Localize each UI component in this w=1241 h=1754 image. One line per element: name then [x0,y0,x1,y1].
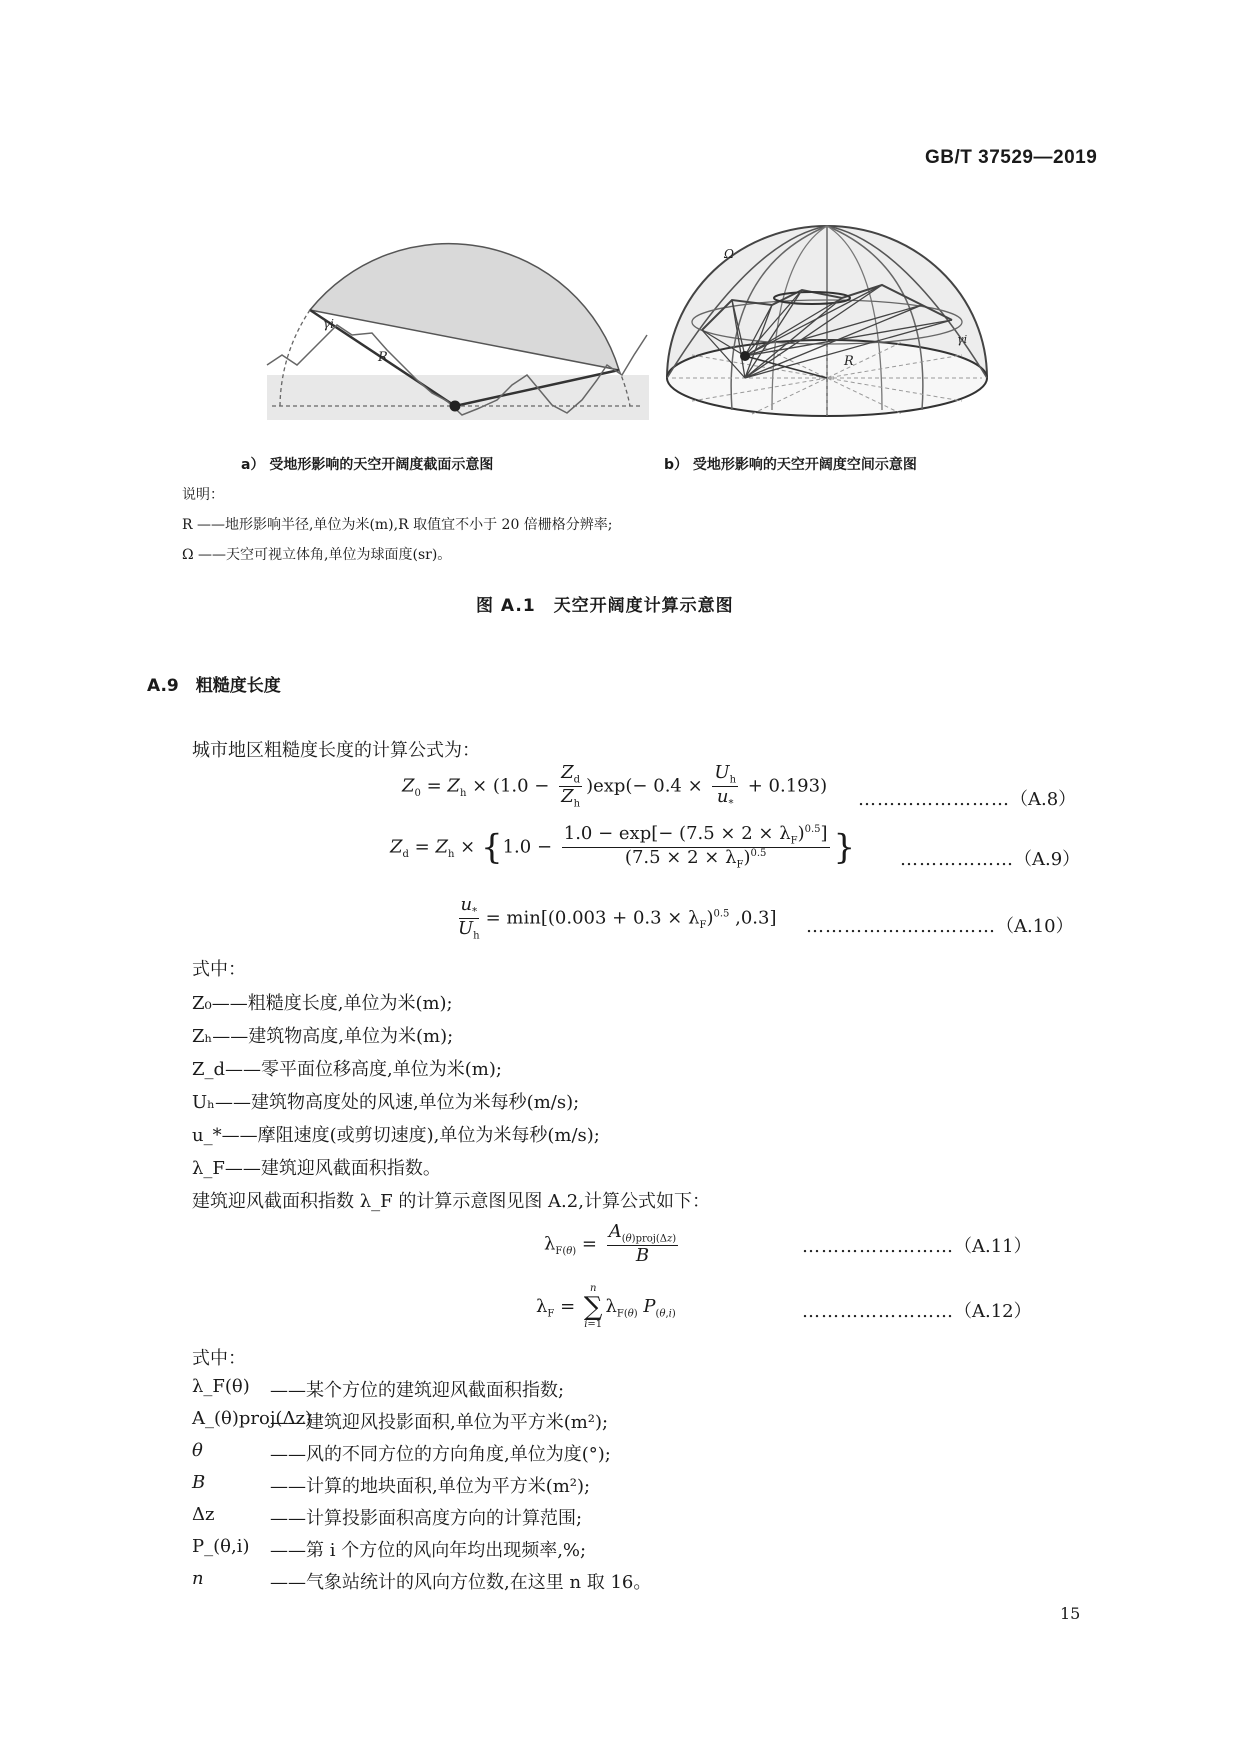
visible-sky-sector [310,244,619,370]
where2-sym-theta: θ [192,1440,203,1461]
radius-label: R [378,350,388,365]
formula-a8: $Z_0 = Z_h \times (1.0$ − $\frac{Z_d}{Z_h}$ )exp(− 0.4 × $\frac{U_h}{u_*}$ + 0.193) [402,762,828,810]
where2-desc-b: ——计算的地块面积,单位为平方米(m²); [270,1476,591,1497]
radius-label-b: R [844,354,854,369]
gamma-label-b: γi [957,333,968,346]
where2-desc-theta: ——风的不同方位的方向角度,单位为度(°); [270,1444,611,1465]
frac-a9: $\frac{1.0 - \exp[- (7.5 \times 2 \times \lambda_F)^{0.5}]}{(7.5 \times 2 \times \lambda_F)^{0.5}}$ [563,823,828,871]
formula-a8-leaders: ……………………（A.8） [858,789,1077,810]
frac-ustar-uh: $\frac{u_*}{U_h}$ [458,894,480,942]
where2-sym-dz: Δz [192,1504,215,1525]
formula-a10-number: （A.10） [996,916,1074,937]
formula-a11-leaders: ……………………（A.11） [802,1236,1032,1257]
page-number: 15 [1060,1604,1081,1623]
figure-a-section-diagram [262,215,652,420]
where-heading-1: 式中： [192,959,246,980]
where2-desc-n: ——气象站统计的风向方位数,在这里 n 取 16。 [270,1572,652,1593]
where2-sym-n: n [192,1568,204,1589]
where1-lead-text: 建筑迎风截面积指数 λ_F 的计算示意图见图 A.2,计算公式如下： [192,1191,710,1212]
formula-a9-leaders: ………………（A.9） [900,849,1081,870]
formula-a11-number: （A.11） [954,1236,1032,1257]
section-heading: A.9 粗糙度长度 [147,676,281,696]
ground-band [267,375,649,420]
where1-item-zd: Z_d——零平面位移高度,单位为米(m); [192,1059,502,1080]
where2-sym-p: P_(θ,i) [192,1536,250,1557]
where2-desc-area: ——建筑迎风投影面积,单位为平方米(m²); [270,1412,609,1433]
where2-desc-p: ——第 i 个方位的风向年均出现频率,%; [270,1540,587,1561]
figure-title: 图 A.1 天空开阔度计算示意图 [476,596,734,616]
frac-zd-zh: $\frac{Z_d}{Z_h}$ [561,762,581,810]
frac-uh-ustar: $\frac{U_h}{u_*}$ [714,762,737,810]
formula-a12-leaders: ……………………（A.12） [802,1301,1032,1322]
note-radius: R ——地形影响半径,单位为米(m),R 取值宜不小于 20 倍栅格分辨率; [182,517,613,533]
figure-caption-b: b） 受地形影响的天空开阔度空间示意图 [664,457,917,473]
formula-a9: $Z_d = Z_h \times \{1.0$ − $\frac{1.0 - \exp[- (7.5 \times 2 \times \lambda_F)^{0.5}]}{(7.5 \times 2 \times \lambda_F)^{0.5}}$ } [390,823,856,871]
formula-a10-leaders: …………………………（A.10） [806,916,1074,937]
figure-caption-a: a） 受地形影响的天空开阔度截面示意图 [241,457,494,473]
where2-sym-lambda-theta: λ_F(θ) [192,1376,250,1397]
note-omega: Ω ——天空可视立体角,单位为球面度(sr)。 [182,547,452,563]
omega-label: Ω [724,247,734,261]
where1-item-ustar: u_*——摩阻速度(或剪切速度),单位为米每秒(m/s); [192,1125,600,1146]
observer-point [450,401,461,412]
formula-a9-number: （A.9） [1014,849,1081,870]
notes-heading: 说明： [182,487,224,503]
where1-item-z0: Z₀——粗糙度长度,单位为米(m); [192,993,453,1014]
observer-point-b [740,351,750,361]
sum-symbol: n ∑ i=1 [583,1283,603,1330]
where1-item-lambda: λ_F——建筑迎风截面积指数。 [192,1158,441,1179]
where2-desc-dz: ——计算投影面积高度方向的计算范围; [270,1508,583,1529]
where-heading-2: 式中： [192,1348,246,1369]
formula-a11: $\lambda_{F(\theta)}$ = $\frac{A_{(\theta)proj(\Delta z)}}{B}$ [544,1221,677,1267]
section-intro: 城市地区粗糙度长度的计算公式为： [192,740,480,761]
gamma-label: γi [323,317,335,331]
formula-a12-number: （A.12） [954,1301,1032,1322]
where1-item-zh: Zₕ——建筑物高度,单位为米(m); [192,1026,454,1047]
formula-a8-number: （A.8） [1010,789,1077,810]
frac-a11: $\frac{A_{(\theta)proj(\Delta z)}}{B}$ [608,1221,677,1267]
formula-a10: $\frac{u_*}{U_h}$ = $\min[(0.003 + 0.3 \times \lambda_F)^{0.5}$ ,0.3] [458,894,777,942]
formula-a12: $\lambda_F$ = n ∑ i=1 $\lambda_{F(\theta)}$ $P_{(\theta,i)}$ [536,1283,676,1330]
where2-sym-b: B [192,1472,206,1493]
figure-b-hemisphere-diagram [662,210,992,420]
standard-code: GB/T 37529—2019 [925,147,1098,168]
where2-desc-lambda-theta: ——某个方位的建筑迎风截面积指数; [270,1380,565,1401]
where2-sym-area: A_(θ)proj(Δz) [192,1408,312,1429]
where1-item-uh: Uₕ——建筑物高度处的风速,单位为米每秒(m/s); [192,1092,580,1113]
